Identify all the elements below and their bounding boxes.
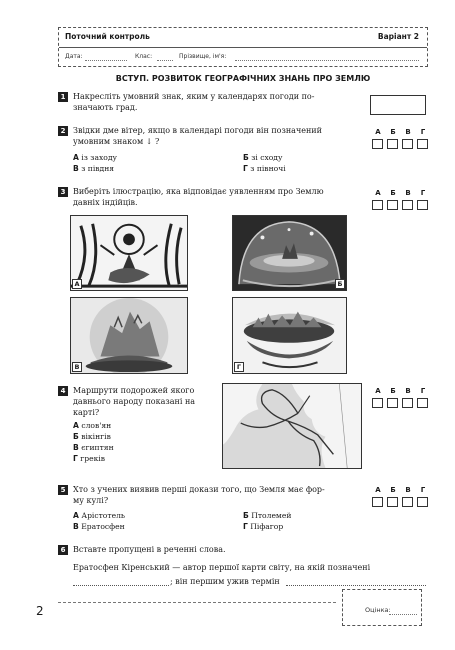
question-3-number: 3	[58, 187, 68, 197]
question-2-option-c[interactable]: В з півдня	[73, 164, 115, 173]
answer-cell-c[interactable]	[402, 139, 413, 149]
grade-field[interactable]	[389, 614, 417, 615]
question-4-option-b[interactable]: Б вікінгів	[73, 432, 111, 441]
illustration-d-label: Г	[234, 362, 244, 372]
answer-cell-b[interactable]	[387, 398, 398, 408]
question-2-text: Звідки дме вітер, якщо в календарі погоди він позначений умовним знаком ↓ ?	[73, 126, 322, 146]
answer-cell-a[interactable]	[372, 497, 383, 507]
grade-box	[342, 589, 422, 626]
answer-cell-c[interactable]	[402, 200, 413, 210]
illustration-c[interactable]	[70, 297, 188, 374]
question-5-option-b[interactable]: Б Птолемей	[243, 511, 292, 520]
question-6-text: Вставте пропущені в реченні слова.	[73, 545, 226, 554]
question-2-number: 2	[58, 126, 68, 136]
question-1-number: 1	[58, 92, 68, 102]
question-1-answer-box[interactable]	[370, 95, 426, 115]
answer-cell-d[interactable]	[417, 497, 428, 507]
header-divider	[59, 47, 427, 48]
grade-label: Оцінка:	[365, 606, 391, 614]
answer-cell-b[interactable]	[387, 139, 398, 149]
question-5-option-c[interactable]: В Ератосфен	[73, 522, 125, 531]
answer-cell-a[interactable]	[372, 398, 383, 408]
question-2-option-d[interactable]: Г з півночі	[243, 164, 286, 173]
routes-map-illustration	[223, 384, 361, 468]
control-label: Поточний контроль	[65, 32, 150, 41]
question-6-number: 6	[58, 545, 68, 555]
question-4-option-d[interactable]: Г греків	[73, 454, 106, 463]
question-6-sentence-line-2: ; він першим ужив термін	[170, 577, 280, 586]
page-number: 2	[36, 604, 44, 618]
illustration-a-label: А	[72, 279, 82, 289]
answer-cell-d[interactable]	[417, 139, 428, 149]
answer-cell-d[interactable]	[417, 398, 428, 408]
question-6-sentence-line-1: Ератосфен Кіренський — автор першої карти світу, на якій позначені	[73, 563, 371, 572]
class-field[interactable]	[157, 60, 173, 61]
cosmic-figure-illustration	[71, 216, 187, 290]
header-box	[58, 27, 428, 67]
answer-cell-d[interactable]	[417, 200, 428, 210]
date-label: Дата:	[65, 53, 83, 60]
answer-cell-c[interactable]	[402, 497, 413, 507]
class-label: Клас:	[135, 53, 153, 60]
answer-cell-a[interactable]	[372, 139, 383, 149]
elephants-turtle-illustration	[71, 298, 187, 373]
question-5-option-d[interactable]: Г Піфагор	[243, 522, 284, 531]
illustration-d[interactable]	[232, 297, 347, 374]
question-4-text: Маршрути подорожей якого давнього народу показані на карті?	[73, 386, 196, 417]
blank-1[interactable]	[73, 585, 169, 586]
question-2-option-b[interactable]: Б зі сходу	[243, 153, 283, 162]
name-field[interactable]	[235, 60, 419, 61]
illustration-b-label: Б	[335, 279, 345, 289]
blank-2[interactable]	[286, 585, 426, 586]
question-4-number: 4	[58, 386, 68, 396]
worksheet-page: Поточний контроль Варіант 2 Дата: Клас: Прізвище, ім'я: ВСТУП. РОЗВИТОК ГЕОГРАФІЧНИХ ЗНАНЬ ПРО ЗЕМЛЮ 1 Накресліть умовний знак, яким у календарях погоди по- значають град. 2 Звідки дме вітер, якщо в календарі погоди він позначений умовним знаком ↓ ? А із заходу Б зі сходу В з півдня Г з півночі А Б В Г 3 Виберіть ілюстрацію, яка відповідає уявленням про Землю давніх індійців. А Б В Г А Б В Г 4 Маршрути подорожей якого давнього народу показані на карті? А слов'ян Б вікінгів В єгиптян Г греків А Б В Г 5 Хто з учених виявив перші докази того, що Земля має фор- му кулі? А Арістотель Б Птолемей В Ератосфен Г Піфагор А Б В Г 6 Вставте пропущені в реченні слова. Ератосфен Кіренський — автор першої карти світу, на якій позначені ; він першим ужив термін 2 Оцінка:	[0, 0, 455, 650]
date-field[interactable]	[85, 60, 127, 61]
question-4-option-c[interactable]: В єгиптян	[73, 443, 114, 452]
question-5-number: 5	[58, 485, 68, 495]
illustration-c-label: В	[72, 362, 82, 372]
answer-cell-a[interactable]	[372, 200, 383, 210]
footer-divider	[58, 602, 336, 603]
name-label: Прізвище, ім'я:	[179, 53, 227, 60]
illustration-a[interactable]	[70, 215, 188, 291]
answer-cell-b[interactable]	[387, 200, 398, 210]
question-5-text: Хто з учених виявив перші докази того, що Земля має фор- му кулі?	[73, 485, 325, 505]
answer-cell-c[interactable]	[402, 398, 413, 408]
question-2-option-a[interactable]: А із заходу	[73, 153, 117, 162]
answer-cell-b[interactable]	[387, 497, 398, 507]
flat-earth-dome-illustration	[233, 216, 346, 290]
island-on-fish-illustration	[233, 298, 346, 373]
question-5-option-a[interactable]: А Арістотель	[73, 511, 126, 520]
question-1-text: Накресліть умовний знак, яким у календарях погоди по- значають град.	[73, 92, 315, 112]
question-3-text: Виберіть ілюстрацію, яка відповідає уявленням про Землю давніх індійців.	[73, 187, 324, 207]
illustration-b[interactable]	[232, 215, 347, 291]
page-title: ВСТУП. РОЗВИТОК ГЕОГРАФІЧНИХ ЗНАНЬ ПРО ЗЕМЛЮ	[115, 74, 371, 83]
question-4-option-a[interactable]: А слов'ян	[73, 421, 112, 430]
variant-label: Варіант 2	[377, 32, 419, 41]
voyage-routes-map	[222, 383, 362, 469]
